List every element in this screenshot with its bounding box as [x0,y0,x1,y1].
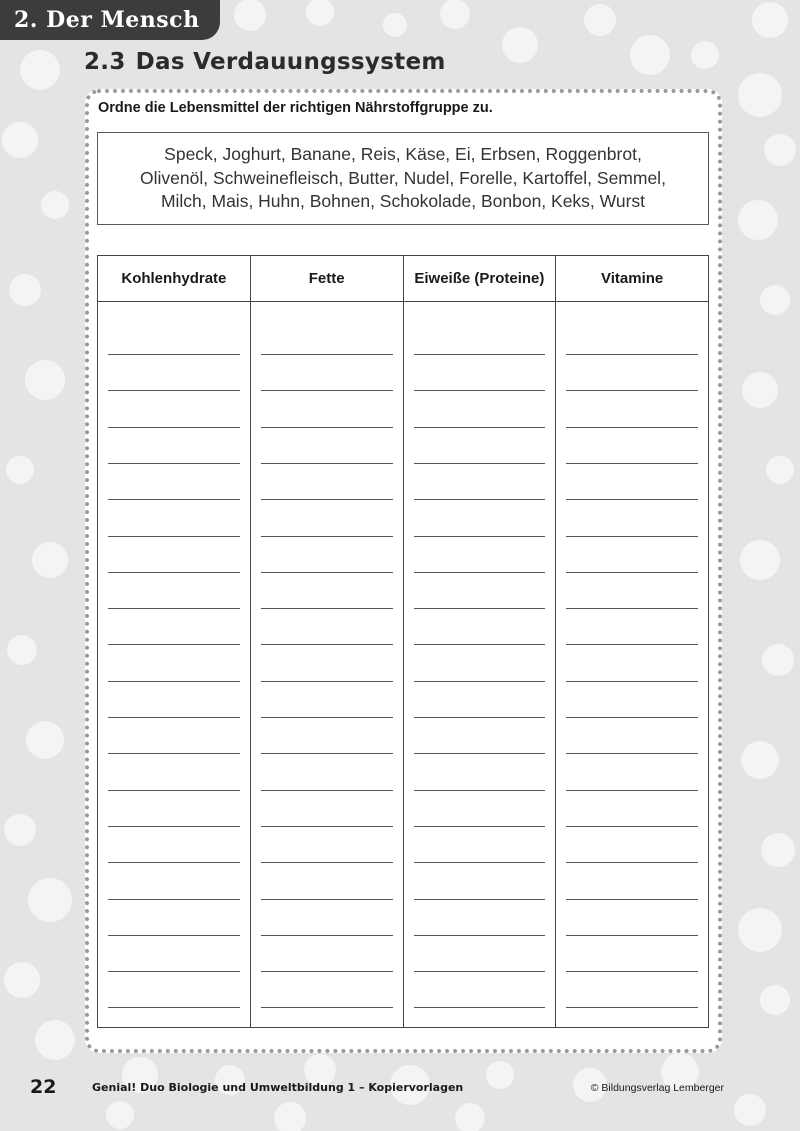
answer-line[interactable] [261,463,393,464]
answer-line[interactable] [414,463,546,464]
section-title-text: Das Verdauungssystem [135,49,446,75]
answer-line[interactable] [261,826,393,827]
section-number: 2.3 [84,49,126,75]
answer-line[interactable] [261,608,393,609]
column-header-vitamine: Vitamine [601,270,664,287]
answer-line[interactable] [108,971,240,972]
answer-line[interactable] [108,753,240,754]
answer-line[interactable] [108,608,240,609]
column-header-eiweisse: Eiweiße (Proteine) [404,256,557,301]
answer-line[interactable] [261,499,393,500]
answer-line[interactable] [108,463,240,464]
answer-line[interactable] [566,390,698,391]
answer-line[interactable] [414,536,546,537]
answer-line[interactable] [414,390,546,391]
answer-line[interactable] [261,717,393,718]
chapter-tab: 2. Der Mensch [0,0,220,40]
answer-line[interactable] [566,536,698,537]
answer-line[interactable] [261,354,393,355]
answer-column-eiweisse [404,302,557,1027]
answer-line[interactable] [108,644,240,645]
answer-line[interactable] [566,463,698,464]
book-title: Genial! Duo Biologie und Umweltbildung 1 – Kopiervorlagen [92,1081,464,1094]
answer-line[interactable] [566,644,698,645]
answer-line[interactable] [414,862,546,863]
answer-line[interactable] [108,717,240,718]
answer-line[interactable] [108,862,240,863]
answer-line[interactable] [566,354,698,355]
answer-line[interactable] [261,644,393,645]
sorting-table [97,255,709,1028]
answer-line[interactable] [414,572,546,573]
answer-line[interactable] [414,717,546,718]
answer-line[interactable] [566,790,698,791]
answer-line[interactable] [261,427,393,428]
answer-line[interactable] [108,427,240,428]
answer-line[interactable] [261,536,393,537]
answer-line[interactable] [566,717,698,718]
answer-line[interactable] [261,971,393,972]
table-body [98,302,708,1027]
answer-line[interactable] [108,1007,240,1008]
word-bank-box [97,132,709,225]
answer-line[interactable] [108,681,240,682]
answer-line[interactable] [261,390,393,391]
answer-line[interactable] [108,354,240,355]
answer-line[interactable] [566,572,698,573]
answer-line[interactable] [108,572,240,573]
page-number: 22 [30,1076,57,1098]
answer-line[interactable] [108,499,240,500]
answer-column-fette [251,302,404,1027]
table-header [98,256,708,302]
answer-line[interactable] [414,1007,546,1008]
copyright-notice: © Bildungsverlag Lemberger [590,1082,724,1094]
answer-line[interactable] [108,790,240,791]
answer-line[interactable] [566,971,698,972]
answer-line[interactable] [108,899,240,900]
answer-line[interactable] [261,899,393,900]
answer-column-vitamine [556,302,708,1027]
answer-line[interactable] [414,427,546,428]
answer-line[interactable] [566,608,698,609]
answer-line[interactable] [414,608,546,609]
answer-line[interactable] [414,644,546,645]
answer-line[interactable] [566,753,698,754]
answer-line[interactable] [414,753,546,754]
answer-line[interactable] [261,681,393,682]
answer-line[interactable] [414,354,546,355]
answer-line[interactable] [566,826,698,827]
answer-line[interactable] [566,899,698,900]
column-header-kohlenhydrate: Kohlenhydrate [98,256,251,301]
answer-line[interactable] [261,935,393,936]
answer-line[interactable] [566,1007,698,1008]
answer-line[interactable] [414,790,546,791]
answer-line[interactable] [261,753,393,754]
answer-line[interactable] [566,935,698,936]
word-bank-text: Speck, Joghurt, Banane, Reis, Käse, Ei, Erbsen, Roggenbrot, Olivenöl, Schweinefleisch, Butter, Nudel, Forelle, Kartoffel, Semmel, Milch, Mais, Huhn, Bohnen, Schokolade, Bonbon, Keks, Wurst [140,144,666,212]
answer-line[interactable] [108,536,240,537]
answer-column-kohlenhydrate [98,302,251,1027]
column-header-fette: Fette [251,256,404,301]
answer-line[interactable] [261,862,393,863]
answer-line[interactable] [261,790,393,791]
answer-line[interactable] [261,572,393,573]
answer-line[interactable] [414,826,546,827]
answer-line[interactable] [414,499,546,500]
answer-line[interactable] [108,390,240,391]
task-instruction: Ordne die Lebensmittel der richtigen Nährstoffgruppe zu. [98,100,493,116]
answer-line[interactable] [566,499,698,500]
answer-line[interactable] [414,899,546,900]
answer-line[interactable] [566,681,698,682]
answer-line[interactable] [414,681,546,682]
answer-line[interactable] [108,826,240,827]
answer-line[interactable] [108,935,240,936]
answer-line[interactable] [566,862,698,863]
answer-line[interactable] [414,971,546,972]
answer-line[interactable] [566,427,698,428]
answer-line[interactable] [414,935,546,936]
section-title [84,49,446,75]
answer-line[interactable] [261,1007,393,1008]
